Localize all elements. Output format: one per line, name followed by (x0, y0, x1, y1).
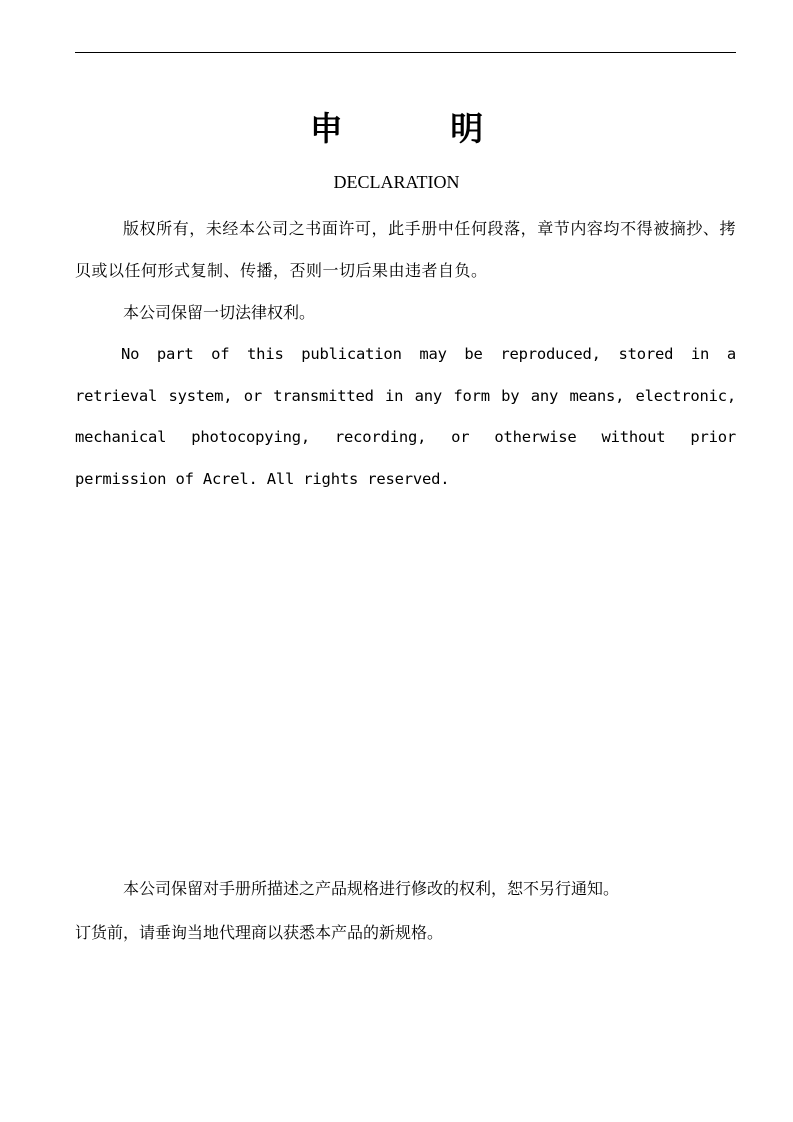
notice-line-2: 订货前，请垂询当地代理商以获悉本产品的新规格。 (75, 923, 444, 942)
page-title: 申 明 (309, 109, 532, 148)
page-subtitle: DECLARATION (333, 172, 460, 192)
specification-notice (75, 867, 736, 955)
rights-reserved-cn: 本公司保留一切法律权利。 (123, 303, 316, 322)
copyright-paragraph-en: No part of this publication may be reproduced, stored in a retrieval system, or transmitted in any form by any means, electronic, mechanical photocopying, recording, or otherwise without prior permission of Acrel. All rights reserved. (75, 345, 736, 488)
copyright-paragraph-cn: 版权所有，未经本公司之书面许可，此手册中任何段落，章节内容均不得被摘抄、拷贝或以任何形式复制、传播，否则一切后果由违者自负。 (75, 219, 736, 280)
notice-line-1: 本公司保留对手册所描述之产品规格进行修改的权利，恕不另行通知。 (123, 879, 620, 898)
header-rule (75, 52, 736, 53)
